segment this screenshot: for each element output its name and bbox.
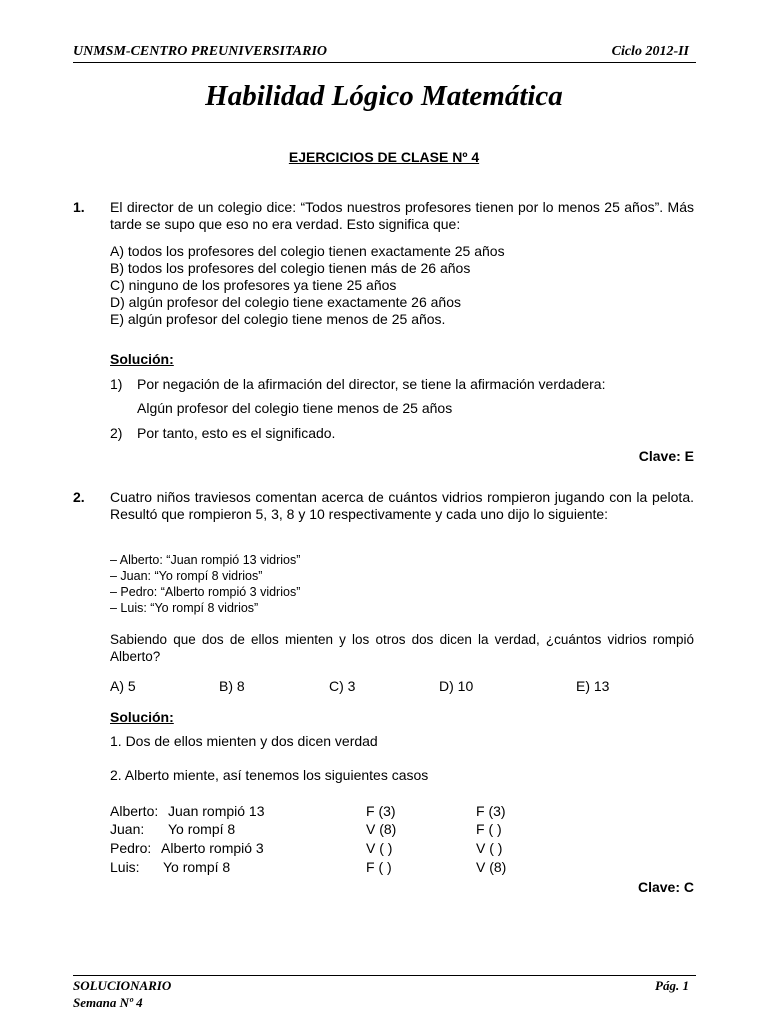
question-1-number: 1. bbox=[73, 199, 85, 215]
case-row-name: Alberto: bbox=[110, 803, 159, 819]
case-row-claim: Alberto rompió 3 bbox=[161, 840, 264, 856]
question-2-number: 2. bbox=[73, 489, 85, 505]
case-row-name: Juan: bbox=[110, 821, 145, 837]
case-row-claim: Yo rompí 8 bbox=[163, 859, 231, 875]
question-2-statement: – Alberto: “Juan rompió 13 vidrios” bbox=[110, 553, 301, 567]
case-row-case2: F (3) bbox=[476, 803, 506, 819]
question-1-step-number: 1) bbox=[110, 376, 123, 392]
question-2-option-e: E) 13 bbox=[576, 678, 610, 694]
case-row-claim: Juan rompió 13 bbox=[168, 803, 265, 819]
question-2-answer-key: Clave: C bbox=[637, 879, 694, 895]
case-row-case1: V (8) bbox=[366, 821, 397, 837]
question-2-statement: – Pedro: “Alberto rompió 3 vidrios” bbox=[110, 585, 301, 599]
question-1-step-text: Algún profesor del colegio tiene menos de 25 años bbox=[137, 400, 453, 416]
case-row-name: Luis: bbox=[110, 859, 140, 875]
page-subtitle: EJERCICIOS DE CLASE Nº 4 bbox=[288, 149, 480, 165]
case-row-case2: V (8) bbox=[476, 859, 507, 875]
case-row-case2: F ( ) bbox=[476, 821, 502, 837]
header-divider bbox=[73, 62, 696, 63]
question-2-statement: – Juan: “Yo rompí 8 vidrios” bbox=[110, 569, 263, 583]
footer-week: Semana Nº 4 bbox=[73, 995, 143, 1010]
question-1-option-c: C) ninguno de los profesores ya tiene 25 años bbox=[110, 277, 397, 293]
page-title: Habilidad Lógico Matemática bbox=[205, 80, 563, 112]
question-1-answer-key: Clave: E bbox=[638, 448, 694, 464]
question-1-option-b: B) todos los profesores del colegio tienen más de 26 años bbox=[110, 260, 471, 276]
question-2-option-a: A) 5 bbox=[110, 678, 136, 694]
case-row-case1: V ( ) bbox=[366, 840, 393, 856]
question-2-statement: – Luis: “Yo rompí 8 vidrios” bbox=[110, 601, 259, 615]
question-1-option-a: A) todos los profesores del colegio tienen exactamente 25 años bbox=[110, 243, 505, 259]
question-1-text: El director de un colegio dice: “Todos nuestros profesores tienen por lo menos 25 años”. Más tarde se supo que eso no era verdad. Esto significa que: bbox=[110, 199, 694, 232]
header-cycle: Ciclo 2012-II bbox=[611, 44, 689, 59]
case-row-case2: V ( ) bbox=[476, 840, 503, 856]
question-1-step-text: Por tanto, esto es el significado. bbox=[137, 425, 336, 441]
question-2-prompt: Sabiendo que dos de ellos mienten y los otros dos dicen la verdad, ¿cuántos vidrios rompió Alberto? bbox=[110, 632, 694, 664]
question-1-step-text: Por negación de la afirmación del director, se tiene la afirmación verdadera: bbox=[137, 376, 606, 392]
question-2-option-d: D) 10 bbox=[439, 678, 474, 694]
question-1-option-d: D) algún profesor del colegio tiene exactamente 26 años bbox=[110, 294, 461, 310]
question-2-step: 1. Dos de ellos mienten y dos dicen verdad bbox=[110, 733, 378, 749]
question-2-option-c: C) 3 bbox=[329, 678, 356, 694]
question-2-step: 2. Alberto miente, así tenemos los siguientes casos bbox=[110, 767, 429, 783]
case-row-claim: Yo rompí 8 bbox=[168, 821, 236, 837]
case-row-case1: F ( ) bbox=[366, 859, 392, 875]
question-2-solution-label: Solución: bbox=[110, 709, 174, 725]
question-2-option-b: B) 8 bbox=[219, 678, 245, 694]
question-2-text: Cuatro niños traviesos comentan acerca de cuántos vidrios rompieron jugando con la pelota. Resultó que rompieron 5, 3, 8 y 10 respectivamente y cada uno dijo lo siguiente: bbox=[110, 489, 694, 522]
case-row-name: Pedro: bbox=[110, 840, 152, 856]
footer-divider bbox=[73, 975, 696, 976]
header-institution: UNMSM-CENTRO PREUNIVERSITARIO bbox=[73, 44, 328, 59]
question-1-step-number: 2) bbox=[110, 425, 123, 441]
footer-document-type: SOLUCIONARIO bbox=[73, 978, 172, 993]
case-row-case1: F (3) bbox=[366, 803, 396, 819]
footer-page-number: Pág. 1 bbox=[655, 978, 689, 993]
question-1-option-e: E) algún profesor del colegio tiene menos de 25 años. bbox=[110, 311, 446, 327]
question-1-solution-label: Solución: bbox=[110, 351, 174, 367]
